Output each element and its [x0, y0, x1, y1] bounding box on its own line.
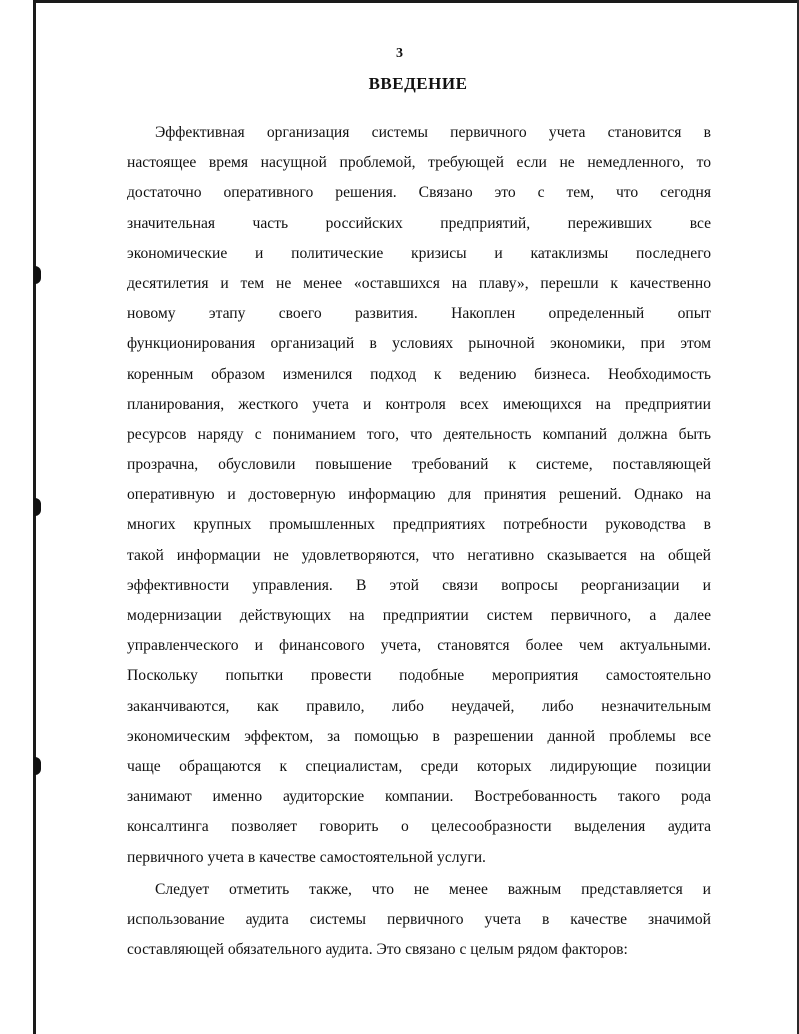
text-line: Поскольку попытки провести подобные мероприятия самостоятельно: [127, 667, 711, 685]
text-line: консалтинга позволяет говорить о целесообразности выделения аудита: [127, 818, 711, 836]
paragraph-2: [127, 875, 711, 966]
text-line: использование аудита системы первичного учета в качестве значимой: [127, 910, 711, 928]
text-line: экономические и политические кризисы и катаклизмы последнего: [127, 244, 711, 262]
text-line: ресурсов наряду с пониманием того, что деятельность компаний должна быть: [127, 425, 711, 443]
text-line: оперативную и достоверную информацию для принятия решений. Однако на: [127, 486, 711, 504]
binder-hole-mark: [34, 757, 41, 775]
text-line: многих крупных промышленных предприятиях потребности руководства в: [127, 516, 711, 534]
section-heading: ВВЕДЕНИЕ: [368, 74, 468, 93]
text-line: управленческого и финансового учета, становятся более чем актуальными.: [127, 637, 711, 655]
text-line: эффективности управления. В этой связи вопросы реорганизации и: [127, 576, 711, 594]
text-line: такой информации не удовлетворяются, что негативно сказывается на общей: [127, 546, 711, 564]
text-line: модернизации действующих на предприятии систем первичного, а далее: [127, 607, 711, 624]
text-line: планирования, жесткого учета и контроля всех имеющихся на предприятии: [127, 395, 711, 413]
text-line: Следует отметить также, что не менее важным представляется и: [155, 880, 711, 898]
text-line: чаще обращаются к специалистам, среди которых лидирующие позиции: [127, 757, 711, 775]
text-line: заканчиваются, как правило, либо неудачей, либо незначительным: [127, 697, 711, 715]
text-line: занимают именно аудиторские компании. Востребованность такого рода: [127, 788, 711, 806]
page-number: 3: [396, 46, 403, 61]
text-line: Эффективная организация системы первичного учета становится в: [155, 124, 711, 141]
scan-border-top: [33, 0, 799, 3]
body-text: [127, 118, 711, 965]
text-line: прозрачна, обусловили повышение требований к системе, поставляющей: [127, 456, 711, 474]
text-line: коренным образом изменился подход к ведению бизнеса. Необходимость: [127, 365, 711, 383]
binder-hole-mark: [34, 266, 41, 284]
text-line: достаточно оперативного решения. Связано это с тем, что сегодня: [127, 184, 711, 202]
paragraph-1: [127, 118, 711, 873]
text-line: первичного учета в качестве самостоятельной услуги.: [127, 848, 486, 866]
scan-border-left: [33, 0, 36, 1034]
text-line: значительная часть российских предприятий, переживших все: [127, 214, 711, 232]
binder-hole-mark: [34, 498, 41, 516]
text-line: экономическим эффектом, за помощью в разрешении данной проблемы все: [127, 727, 711, 745]
text-line: составляющей обязательного аудита. Это связано с целым рядом факторов:: [127, 941, 628, 959]
text-line: десятилетия и тем не менее «оставшихся на плаву», перешли к качественно: [127, 274, 711, 292]
text-line: функционирования организаций в условиях рыночной экономики, при этом: [127, 335, 711, 353]
text-line: новому этапу своего развития. Накоплен определенный опыт: [127, 305, 711, 323]
text-line: настоящее время насущной проблемой, требующей если не немедленного, то: [127, 154, 711, 172]
